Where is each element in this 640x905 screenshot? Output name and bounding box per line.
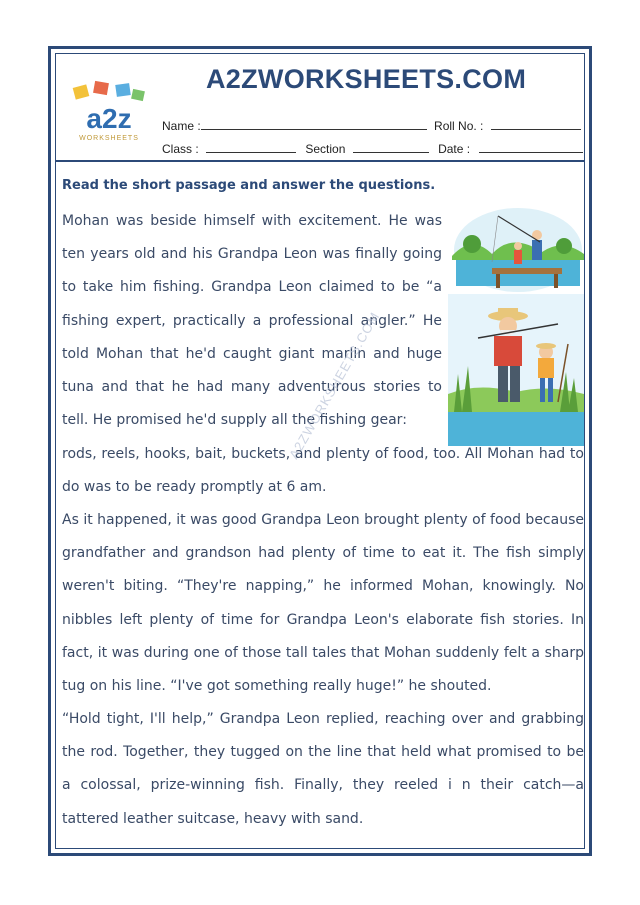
fishing-pier-illustration [452,204,584,292]
grandpa-boy-fishing-illustration [448,294,584,446]
logo-caption: WORKSHEETS [79,135,139,142]
site-title: A2ZWORKSHEETS.COM [206,64,527,94]
name-label: Name : [162,119,201,133]
logo-letters: a2z [86,103,132,134]
name-roll-row [162,119,581,133]
section-field[interactable] [353,151,429,153]
instructions: Read the short passage and answer the questions. [62,178,436,193]
class-label: Class : [162,142,199,156]
class-section-date-row [162,142,583,156]
worksheet-frame [48,46,592,856]
worksheet-header [56,54,584,162]
name-field[interactable] [201,128,427,130]
passage-paragraph-3: “Hold tight, I'll help,” Grandpa Leon replied, reaching over and grabbing the rod. Together, they tugged on the line that held what promised to be a colossal, prize-winning fish. Finally, they reeled i n their catch—a tattered leather suitcase, heavy with sand. [62,711,584,827]
date-label: Date : [438,142,471,156]
roll-label: Roll No. : [434,119,484,133]
passage-paragraph-1-part-1: Mohan was beside himself with excitement. He was ten years old and his Grandpa Leon was finally going to take him fishing. Grandpa Leon claimed to be “a fishing expert, practically a professional angler.” He told Mohan that he'd caught giant marlin and huge tuna and that he had many adventurous stories to tell. He promised he'd supply all the fishing gear: [62,213,442,429]
date-field[interactable] [479,151,583,153]
worksheet-inner-frame [55,53,585,849]
a2z-logo [64,80,154,146]
roll-field[interactable] [491,128,581,130]
class-field[interactable] [206,151,296,153]
passage-paragraph-2: As it happened, it was good Grandpa Leon brought plenty of food because grandfather and grandson had plenty of time to eat it. The fish simply weren't biting. “They're napping,” he informed Mohan, knowingly. No nibbles left plenty of time for Grandpa Leon's elaborate fish stories. In fact, it was during one of those tall tales that Mohan suddenly felt a sharp tug on his line. “I've got something really huge!” he shouted. [62,512,584,695]
section-label: Section [305,142,346,156]
watermark: A2ZWORKSHEETS.COM [286,309,383,462]
passage-paragraph-1-part-2: rods, reels, hooks, bait, buckets, and plenty of food, too. All Mohan had to do was to be ready promptly at 6 am. [62,446,584,496]
